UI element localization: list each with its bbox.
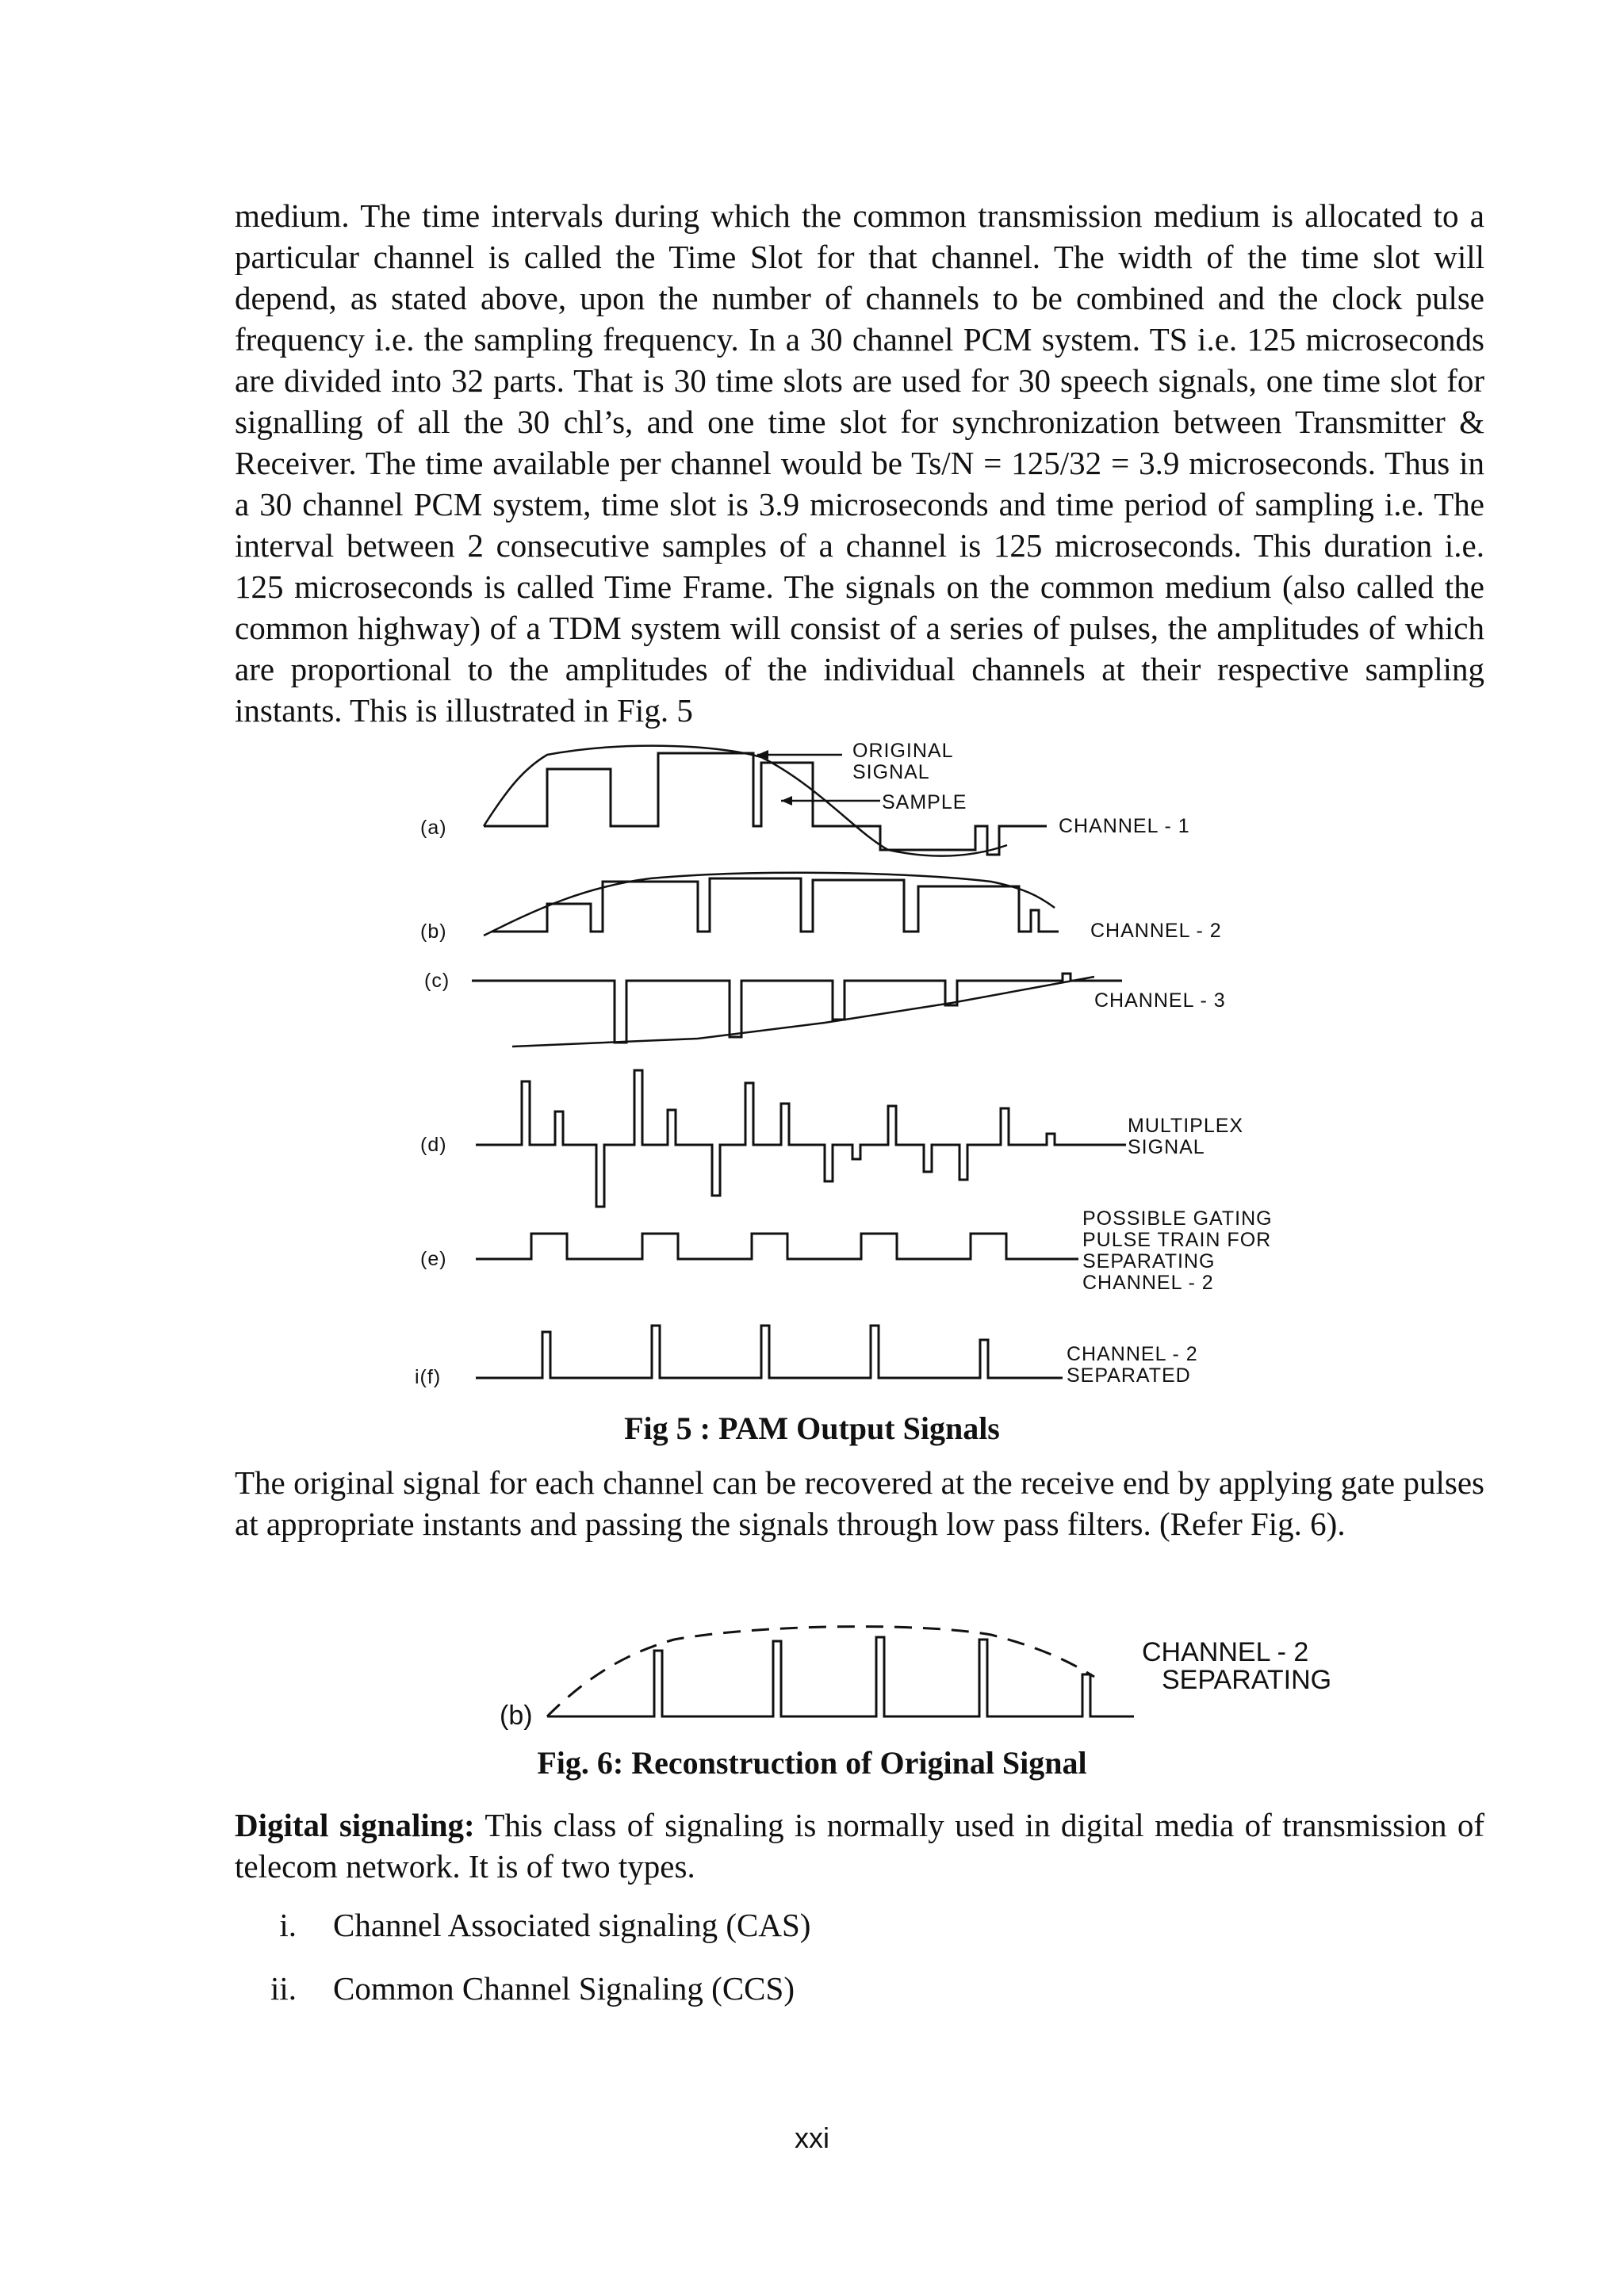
body-paragraph-2: The original signal for each channel can be recovered at the receive end by applying gate pulses at appropriate instants and passing the signals through low pass filters. (Refer Fig. 6). [235, 1464, 1484, 1542]
fig6-diagram [500, 1627, 1331, 1731]
label-gating-3: SEPARATING [1082, 1250, 1216, 1272]
label-channel-1: CHANNEL - 1 [1059, 815, 1190, 837]
label-multiplex: MULTIPLEX [1128, 1115, 1244, 1137]
fig6-label-channel-2: CHANNEL - 2 [1142, 1637, 1309, 1667]
fig5-caption: Fig 5 : PAM Output Signals [624, 1410, 1000, 1446]
label-original-signal: SIGNAL [852, 761, 930, 783]
label-e: (e) [420, 1248, 447, 1270]
label-a: (a) [420, 817, 447, 839]
digital-signaling-heading: Digital signaling: [235, 1807, 475, 1843]
label-gating-4: CHANNEL - 2 [1082, 1272, 1214, 1294]
list-text: Common Channel Signaling (CCS) [333, 1970, 795, 2007]
label-gating-2: PULSE TRAIN FOR [1082, 1229, 1272, 1251]
digital-signaling-text: This class of signaling is normally used in digital media of transmission of telecom network. It is of two types. [235, 1807, 1484, 1885]
label-multiplex-signal: SIGNAL [1128, 1136, 1205, 1158]
signal-channel-3 [472, 974, 1122, 1047]
digital-signaling-paragraph [235, 1804, 1484, 1887]
label-c: (c) [424, 970, 450, 992]
label-d: (d) [420, 1134, 447, 1156]
list-item-cas [235, 1906, 810, 1944]
label-original: ORIGINAL [852, 740, 954, 762]
label-sample: SAMPLE [882, 791, 967, 813]
list-item-ccs [235, 1969, 795, 2007]
signal-channel-2 [484, 873, 1059, 936]
label-gating-1: POSSIBLE GATING [1082, 1207, 1273, 1230]
list-number: i. [279, 1907, 297, 1943]
label-f: i(f) [415, 1366, 442, 1388]
signal-channel-2-separated [476, 1326, 1063, 1378]
label-separated-2: SEPARATED [1067, 1364, 1191, 1387]
list-number: ii. [270, 1970, 297, 2007]
label-channel-2: CHANNEL - 2 [1090, 920, 1222, 942]
signal-multiplex [476, 1070, 1126, 1207]
fig6-label-separating: SEPARATING [1162, 1665, 1332, 1695]
label-channel-3: CHANNEL - 3 [1094, 989, 1226, 1012]
list-text: Channel Associated signaling (CAS) [333, 1907, 811, 1943]
fig6-caption: Fig. 6: Reconstruction of Original Signal [537, 1745, 1087, 1781]
fig6-label-b: (b) [500, 1701, 533, 1731]
signal-gating-pulses [476, 1234, 1078, 1259]
label-separated-1: CHANNEL - 2 [1067, 1343, 1198, 1365]
page-number: xxi [795, 2122, 829, 2154]
label-b: (b) [420, 920, 447, 943]
body-paragraph-1: medium. The time intervals during which the common transmission medium is allocated to a particular channel is called the Time Slot for that channel. The width of the time slot will depend, as stated above, upon the number of channels to be combined and the clock pulse frequency i.e. the sampling frequency. In a 30 channel PCM system. TS i.e. 125 microseconds are divided into 32 parts. That is 30 time slots are used for 30 speech signals, one time slot for signalling of all the 30 chl’s, and one time slot for synchronization between Transmitter & Receiver. The time available per channel would be Ts/N = 125/32 = 3.9 microseconds. Thus in a 30 channel PCM system, time slot is 3.9 microseconds and time period of sampling i.e. The interval between 2 consecutive samples of a channel is 125 microseconds. This duration i.e. 125 microseconds is called Time Frame. The signals on the common medium (also called the common highway) of a TDM system will consist of a series of pulses, the amplitudes of which are proportional to the amplitudes of the individual channels at their respective sampling instants. This is illustrated in Fig. 5 [235, 197, 1484, 729]
